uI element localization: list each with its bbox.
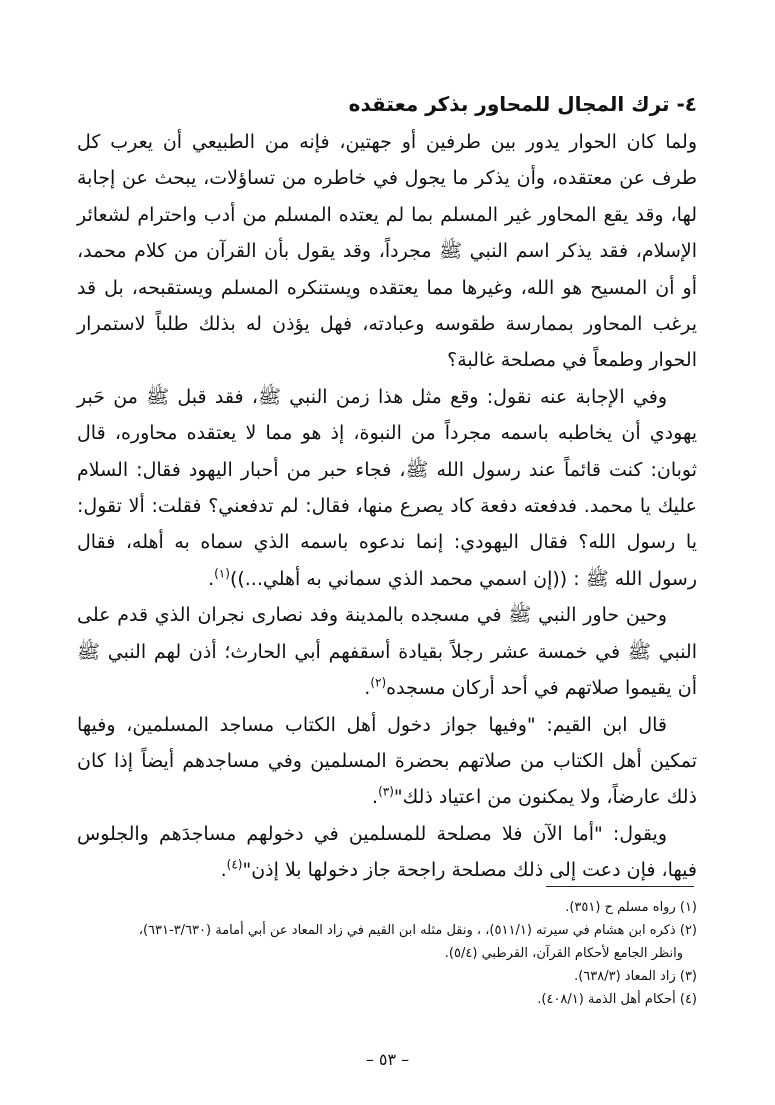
footnote-2: (٢) ذكره ابن هشام في سيرته (٥١١/١)، ، ونقل مثله ابن القيم في زاد المعاد عن أبي أمامة (٣/٦٣٠-٦٣١)، xyxy=(138,923,697,938)
footnotes-list xyxy=(77,896,697,1011)
paragraph-2-tail: . xyxy=(208,567,215,590)
paragraph-3-tail: . xyxy=(364,677,371,700)
footnote-3: (٣) زاد المعاد (٦٣٨/٣). xyxy=(574,969,697,984)
footnote-2-continuation: وانظر الجامع لأحكام القرآن، القرطبي (٥/٤). xyxy=(444,946,683,961)
page-number: – ٥٣ – xyxy=(365,1050,410,1069)
footnote-separator xyxy=(546,886,694,887)
paragraph-1-text: ولما كان الحوار يدور بين طرفين أو جهتين، فإنه من الطبيعي أن يعرب كل طرف عن معتقده، وأن يذكر ما يجول في خاطره من تساؤلات، يبحث عن إجابة لها، وقد يقع المحاور غير المسلم بما لم يعتده المسلم من أدب واحترام لشعائر الإسلام، فقد يذكر اسم النبي ﷺ مجرداً، وقد يقول بأن القرآن من كلام محمد، أو أن المسيح هو الله، وغيرها مما يعتقده ويستنكره المسلم ويستقبحه، بل قد يرغب المحاور بممارسة طقوسه وعبادته، فهل يؤذن له بذلك طلباً لاستمرار الحوار وطمعاً في مصلحة غالبة؟ xyxy=(77,131,697,372)
footnote-4: (٤) أحكام أهل الذمة (٤٠٨/١). xyxy=(537,992,697,1007)
footnote-ref-2[interactable]: (٢) xyxy=(370,675,387,690)
section-heading: ٤- ترك المجال للمحاور بذكر معتقده xyxy=(348,92,697,116)
paragraph-2 xyxy=(77,379,697,597)
footnote-ref-4[interactable]: (٤) xyxy=(226,857,243,872)
paragraph-5-text: ويقول: "أما الآن فلا مصلحة للمسلمين في دخولهم مساجدَهم والجلوس فيها، فإن دعت إلى ذلك مصلحة راجحة جاز دخولها بلا إذن" xyxy=(77,822,697,882)
paragraph-5 xyxy=(77,816,697,889)
footnote-1: (١) رواه مسلم ح (٣٥١). xyxy=(565,900,697,915)
paragraph-4-text: قال ابن القيم: "وفيها جواز دخول أهل الكتاب مساجد المسلمين، وفيها تمكين أهل الكتاب من صلاتهم بحضرة المسلمين وفي مساجدهم أيضاً إذا كان ذلك عارضاً، ولا يمكنون من اعتياد ذلك" xyxy=(77,713,697,809)
paragraph-1 xyxy=(77,124,697,379)
paragraph-3 xyxy=(77,597,697,706)
paragraph-4-tail: . xyxy=(372,786,379,809)
paragraph-5-tail: . xyxy=(220,859,227,882)
paragraph-3-text: وحين حاور النبي ﷺ في مسجده بالمدينة وفد نصارى نجران الذي قدم على النبي ﷺ في خمسة عشر رجلاً بقيادة أسقفهم أبي الحارث؛ أذن لهم النبي ﷺ أن يقيموا صلاتهم في أحد أركان مسجده xyxy=(77,604,697,700)
body-text xyxy=(77,124,697,889)
paragraph-4 xyxy=(77,707,697,816)
footnote-ref-1[interactable]: (١) xyxy=(214,566,230,581)
paragraph-2-text: وفي الإجابة عنه نقول: وقع مثل هذا زمن النبي ﷺ، فقد قبل ﷺ من حَبر يهودي أن يخاطبه باسمه مجرداً من النبوة، إذ هو مما لا يعتقده محاوره، قال ثوبان: كنت قائماً عند رسول الله ﷺ، فجاء حبر من أحبار اليهود فقال: السلام عليك يا محمد. فدفعته دفعة كاد يصرع منها، فقال: لم تدفعني؟ فقلت: ألا تقول: يا رسول الله؟ فقال اليهودي: إنما ندعوه باسمه الذي سماه به أهله، فقال رسول الله ﷺ : ((إن اسمي محمد الذي سماني به أهلي...)) xyxy=(77,385,697,590)
footnote-ref-3[interactable]: (٣) xyxy=(378,784,394,799)
